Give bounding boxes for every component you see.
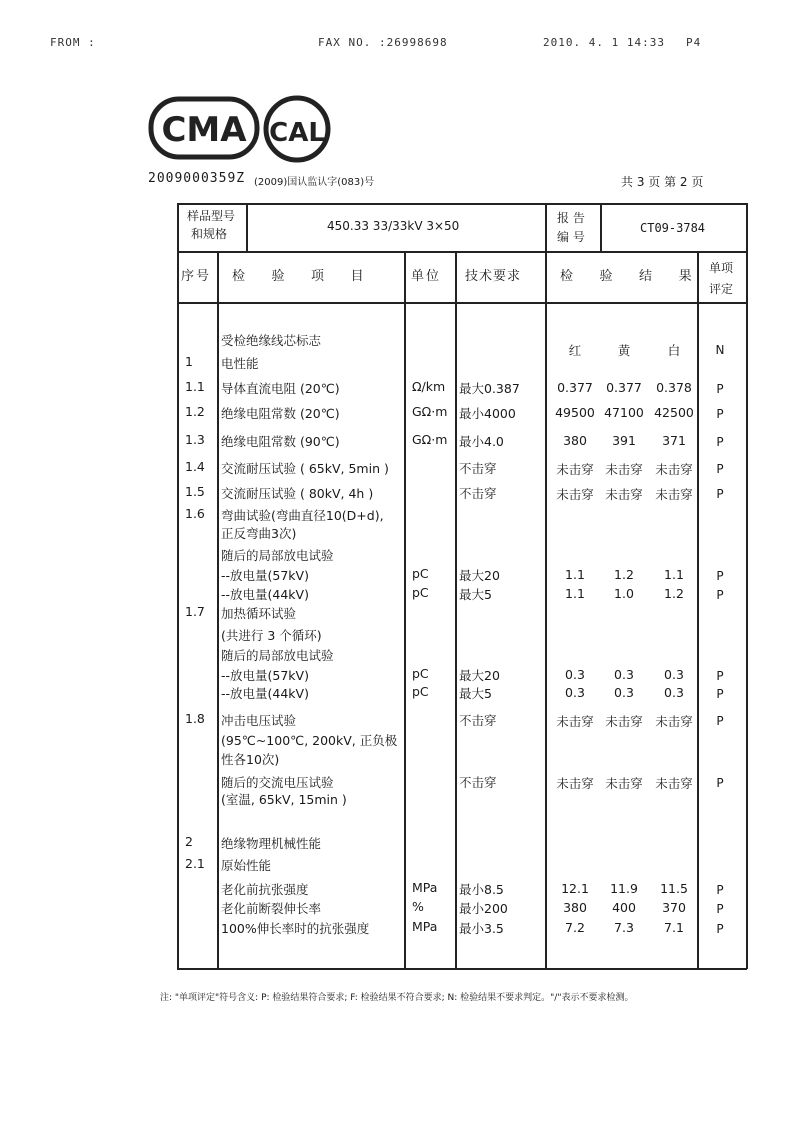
- row-result-1: 未击穿: [556, 462, 594, 477]
- report-label-1: 报 告: [557, 211, 585, 225]
- row-verdict: P: [716, 902, 724, 916]
- row-number: 1.3: [185, 432, 205, 447]
- row-item: 随后的交流电压试验: [221, 775, 334, 790]
- row-number: 1.4: [185, 459, 205, 474]
- row-result-3: 未击穿: [655, 714, 693, 729]
- row-item: 绝缘物理机械性能: [221, 836, 322, 851]
- cert-ref: (2009)国认监认字(083)号: [254, 177, 375, 188]
- row-number: 1.2: [185, 404, 205, 419]
- row-result-3: 未击穿: [655, 487, 693, 502]
- page-info: 共 3 页 第 2 页: [621, 175, 704, 189]
- row-requirement: 不击穿: [459, 461, 497, 476]
- row-result-3: 0.3: [664, 667, 684, 682]
- row-requirement: 最小200: [459, 901, 508, 916]
- row-item: 正反弯曲3次): [221, 526, 297, 541]
- row-item: 老化前断裂伸长率: [221, 901, 322, 916]
- row-item: (室温, 65kV, 15min ): [221, 792, 347, 807]
- row-number: 1: [185, 354, 193, 369]
- row-item: --放电量(44kV): [221, 587, 309, 602]
- row-verdict: P: [716, 407, 724, 421]
- report-label-2: 编 号: [557, 230, 585, 244]
- row-item: 冲击电压试验: [221, 713, 297, 728]
- cal-logo-text: CAL: [269, 118, 325, 148]
- row-result-1: 0.3: [565, 667, 585, 682]
- row-item: 绝缘电阻常数 (90℃): [221, 434, 340, 449]
- row-result-3: 11.5: [660, 881, 688, 896]
- row-verdict: P: [716, 776, 724, 790]
- row-requirement: 最小4.0: [459, 434, 504, 449]
- col-header-num: 序号: [181, 269, 212, 284]
- row-requirement: 最小4000: [459, 406, 516, 421]
- row-result-1: 1.1: [565, 586, 585, 601]
- row-verdict: N: [715, 343, 725, 357]
- row-number: 1.6: [185, 506, 205, 521]
- row-item: (95℃~100℃, 200kV, 正负极: [221, 733, 398, 748]
- row-number: 2.1: [185, 856, 205, 871]
- footnote: 注: "单项评定"符号含义: P: 检验结果符合要求; F: 检验结果不符合要求; N: 检验结果不要求判定。"/"表示不要求检测。: [160, 993, 634, 1003]
- row-item: 随后的局部放电试验: [221, 648, 334, 663]
- row-verdict: P: [716, 714, 724, 728]
- row-verdict: P: [716, 883, 724, 897]
- row-item: 性各10次): [221, 752, 280, 767]
- row-unit: %: [412, 899, 424, 914]
- row-result-1: 12.1: [561, 881, 589, 896]
- row-item: 老化前抗张强度: [221, 882, 309, 897]
- row-result-2: 400: [612, 900, 636, 915]
- fax-number: FAX NO. :26998698: [318, 36, 448, 49]
- row-verdict: P: [716, 687, 724, 701]
- row-verdict: P: [716, 462, 724, 476]
- row-verdict: P: [716, 922, 724, 936]
- row-result-2: 未击穿: [605, 776, 643, 791]
- row-result-2: 1.2: [614, 567, 634, 582]
- row-unit: pC: [412, 566, 429, 581]
- sample-model-label-2: 和规格: [191, 227, 228, 241]
- row-number: 1.1: [185, 379, 205, 394]
- row-result-2: 未击穿: [605, 462, 643, 477]
- row-item: 100%伸长率时的抗张强度: [221, 921, 370, 936]
- row-item: 加热循环试验: [221, 606, 297, 621]
- row-result-3: 白: [667, 343, 681, 358]
- row-item: 受检绝缘线芯标志: [221, 333, 322, 348]
- row-result-3: 未击穿: [655, 462, 693, 477]
- row-result-2: 47100: [604, 405, 644, 420]
- row-result-2: 7.3: [614, 920, 634, 935]
- row-result-1: 未击穿: [556, 776, 594, 791]
- row-result-1: 0.3: [565, 685, 585, 700]
- row-requirement: 不击穿: [459, 713, 497, 728]
- cal-logo: [262, 94, 332, 164]
- cma-logo: [148, 96, 260, 160]
- row-unit: GΩ·m: [412, 432, 448, 447]
- row-result-2: 11.9: [610, 881, 638, 896]
- row-item: 弯曲试验(弯曲直径10(D+d),: [221, 508, 384, 523]
- row-requirement: 最大0.387: [459, 381, 520, 396]
- report-number: CT09-3784: [640, 221, 706, 235]
- row-result-1: 380: [563, 433, 587, 448]
- row-result-3: 42500: [654, 405, 694, 420]
- row-item: 原始性能: [221, 858, 272, 873]
- row-result-3: 371: [662, 433, 686, 448]
- col-header-unit: 单位: [411, 269, 442, 284]
- col-header-result: 检 验 结 果: [560, 269, 694, 284]
- fax-datetime: 2010. 4. 1 14:33: [543, 36, 665, 49]
- row-number: 1.5: [185, 484, 205, 499]
- row-verdict: P: [716, 487, 724, 501]
- col-header-verdict-1: 单项: [709, 261, 734, 275]
- row-result-1: 380: [563, 900, 587, 915]
- row-unit: MPa: [412, 880, 438, 895]
- row-result-1: 未击穿: [556, 487, 594, 502]
- row-unit: pC: [412, 585, 429, 600]
- row-result-3: 1.2: [664, 586, 684, 601]
- row-item: 随后的局部放电试验: [221, 548, 334, 563]
- row-result-2: 未击穿: [605, 714, 643, 729]
- row-result-3: 0.3: [664, 685, 684, 700]
- row-result-2: 未击穿: [605, 487, 643, 502]
- row-result-2: 1.0: [614, 586, 634, 601]
- row-number: 1.8: [185, 711, 205, 726]
- row-requirement: 最大5: [459, 686, 492, 701]
- row-result-3: 未击穿: [655, 776, 693, 791]
- row-result-3: 1.1: [664, 567, 684, 582]
- row-result-1: 未击穿: [556, 714, 594, 729]
- row-number: 2: [185, 834, 193, 849]
- row-requirement: 最大20: [459, 668, 500, 683]
- row-item: 交流耐压试验 ( 80kV, 4h ): [221, 486, 374, 501]
- row-result-2: 0.377: [606, 380, 642, 395]
- row-result-3: 370: [662, 900, 686, 915]
- sample-model-label-1: 样品型号: [187, 209, 236, 223]
- row-result-1: 7.2: [565, 920, 585, 935]
- row-result-1: 红: [568, 343, 582, 358]
- col-header-requirement: 技术要求: [465, 269, 522, 284]
- row-number: 1.7: [185, 604, 205, 619]
- col-header-verdict-2: 评定: [709, 282, 734, 296]
- row-unit: pC: [412, 666, 429, 681]
- row-requirement: 最小8.5: [459, 882, 504, 897]
- row-result-3: 0.378: [656, 380, 692, 395]
- row-requirement: 最大20: [459, 568, 500, 583]
- sample-model-value: 450.33 33/33kV 3×50: [327, 219, 460, 233]
- row-item: 导体直流电阻 (20℃): [221, 381, 340, 396]
- row-item: --放电量(57kV): [221, 668, 309, 683]
- row-requirement: 最大5: [459, 587, 492, 602]
- row-item: (共进行 3 个循环): [221, 628, 322, 643]
- row-verdict: P: [716, 435, 724, 449]
- row-result-1: 49500: [555, 405, 595, 420]
- row-result-2: 黄: [617, 343, 631, 358]
- col-header-item: 检 验 项 目: [232, 269, 366, 284]
- row-verdict: P: [716, 588, 724, 602]
- row-result-2: 0.3: [614, 667, 634, 682]
- row-item: 电性能: [221, 356, 259, 371]
- cma-logo-text: CMA: [161, 110, 247, 150]
- row-unit: Ω/km: [412, 379, 446, 394]
- row-item: --放电量(44kV): [221, 686, 309, 701]
- row-unit: GΩ·m: [412, 404, 448, 419]
- row-unit: MPa: [412, 919, 438, 934]
- row-requirement: 不击穿: [459, 486, 497, 501]
- row-item: 交流耐压试验 ( 65kV, 5min ): [221, 461, 389, 476]
- fax-from: FROM :: [50, 36, 96, 49]
- row-result-2: 0.3: [614, 685, 634, 700]
- row-verdict: P: [716, 669, 724, 683]
- row-result-3: 7.1: [664, 920, 684, 935]
- row-requirement: 最小3.5: [459, 921, 504, 936]
- row-verdict: P: [716, 569, 724, 583]
- row-item: --放电量(57kV): [221, 568, 309, 583]
- row-result-1: 1.1: [565, 567, 585, 582]
- row-result-1: 0.377: [557, 380, 593, 395]
- row-unit: pC: [412, 684, 429, 699]
- cert-number: 2009000359Z: [148, 171, 246, 186]
- row-requirement: 不击穿: [459, 775, 497, 790]
- row-result-2: 391: [612, 433, 636, 448]
- row-item: 绝缘电阻常数 (20℃): [221, 406, 340, 421]
- fax-page: P4: [686, 36, 702, 49]
- row-verdict: P: [716, 382, 724, 396]
